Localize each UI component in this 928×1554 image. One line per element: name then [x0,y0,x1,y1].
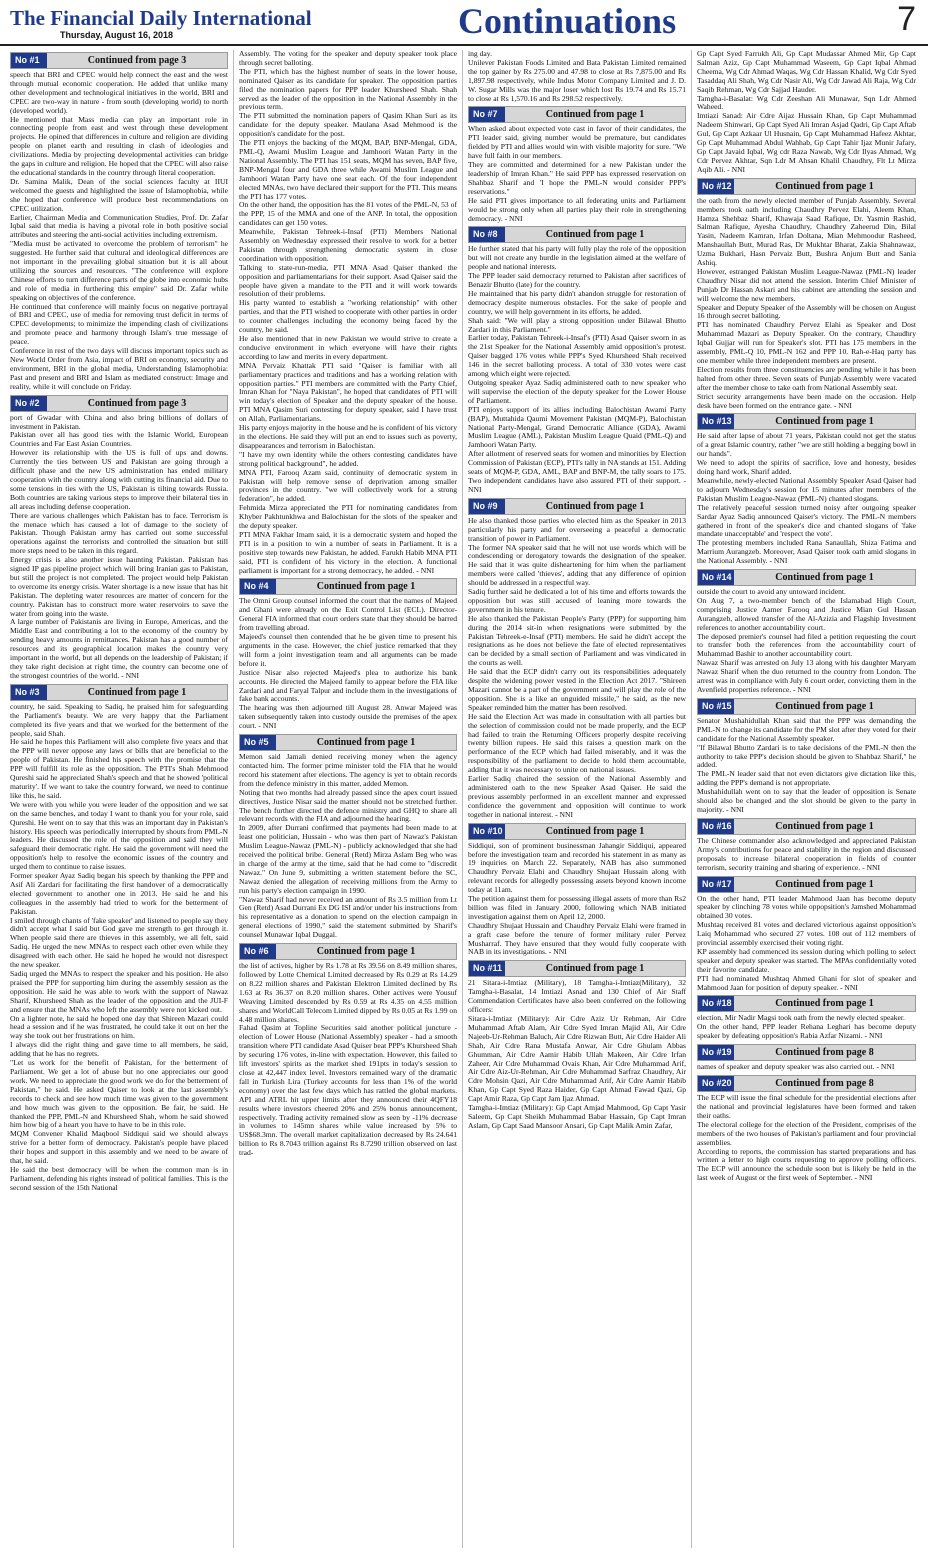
column-2 [234,50,463,1548]
continued-story [697,876,916,993]
continued-story [10,395,228,681]
story-number-badge: No #15 [698,699,734,714]
story-header [10,52,228,69]
story-body-text: port of Gwadar with China and also bring billions of dollars of investment in Pakistan. Pakistan over all has good ties with the Islamic World, European Countries and Far East Asian Countries. However its relationship with the US is full of ups and downs. Currently the ties between US and Pakistan are going through a difficult phase and the new US administration has ended military cooperation with the country along with cutting its financial aid. Due to some tensions in ties with the US, Pakistan is tilting towards Russia. Both countries are taking various steps to improve their bilateral ties in all areas including defense cooperation. There are various challenges which Pakistan has to face. Terrorism is the menace which has caused a lot of damage to the society of Pakistan. Though Pakistan army has carried out some successful operations against the terrorists and controlled the situation but still more steps need to be taken in this regard. Energy crisis is also another issue haunting Pakistan. Pakistan has signed IP gas pipeline project which will bring Iranian gas to Pakistan, but still the project is not completed. The project would help Pakistan to overcome its energy crisis. Water shortage is a new issue that has hit Pakistan. The depleting water resources are matter of concern for the country. Pakistan has to construct more water reservoirs to save the water from going into the waste. A large number of Pakistanis are living in Europe, Americas, and the Middle East and contributing a lot to the economy of the country by sending heavy amounts in remittances. Pakistan has a good number of resources and its geographical location makes the country very important in the world, but all depends on the leadership of Pakistan; if they take right decision at right time, the country can become one of the strongest countries of the world. - NNI [10,412,228,680]
story-body-text: ing day. Unilever Pakistan Foods Limited and Bata Pakistan Limited remained the top gainer by Rs 275.00 and 47.98 to close at Rs 7,875.00 and Rs 1,897.98 respectively, while Indus Motor Company Limited and J. D. W. Sugar Mills was the major loser which lost Rs 19.74 and Rs 15.71 to close at Rs 1,570.16 and Rs 298.52 respectively. [468,50,686,103]
continued-story [697,818,916,873]
continued-story [468,823,686,958]
story-number-badge: No #7 [469,107,505,122]
continued-story [697,50,916,175]
continued-story [468,50,686,103]
story-body-text: speech that BRI and CPEC would help connect the east and the west through mutual economic cooperation. He added that unlike many other development and technological initiatives in the world, BRI and CPEC are two-way in nature - from south (developing world) to north (developed world). He mentioned that Mass media can play an important role in connecting people from east and west through these development projects. He opined that differences in culture and religion are dividing people on planet earth and resulting in clash of ideologies and civilizations. Media by projecting developmental activities can bridge the gaps in culture and religion. He hoped that the CPEC will also raise the educational standards in the country through literal cooperation. Dr. Samina Malik, Dean of the social sciences faculty at IIUI welcomed the guests and highlighted the issue of Islamophobia, while she hoped that conference will produce best recommendations on CPEC utilization. Earlier, Chairman Media and Communication Studies, Prof. Dr. Zafar Iqbal said that media is having a pivotal role in both positive social attributes and steering the anti-social activities including extremism. "Media must be activated to overcome the problem of terrorism" he suggested. He further said that cultural and ideological differences are not important in the prevailing global situation but it is all about utilizing the sources and resources. "The conference will explore Chinese efforts to turn difference parts of the globe into economic hubs and role of media in furthering this empire" said Dr. Zafar while speaking on objectives of the conference. He continued that conference will mainly focus on negative portrayal of BRI and CPEC, use of media for removing trust deficit in terms of CPEC developments; to minimize the impending clash of civilizations and promote peace and harmony through Islam's true message of peace. Conference in rest of the two days will discuss important topics such as New World Order from Asia, impact of BRI on economy, security and environment, BRI in the global media, Understanding Islamophobia: Past and present and BRI and Islam as mediated construct: Image and reality, while it will conclude on Friday. [10,70,228,391]
story-body-text: The ECP will issue the final schedule for the presidential elections after the national and provincial legislatures have been formed and taken their oaths. The electoral college for the election of the President, comprises of the members of the two houses of Pakistan's parliament and four provincial assemblies. According to reports, the commission has started preparations and has written a letter to high courts requesting to approve polling officers. The ECP will announce the schedule soon but is likely be held in the last week of August or the first week of September. - NNI [697,1093,916,1183]
continued-from-label: Continued from page 1 [545,229,645,241]
column-3 [463,50,692,1548]
section-title: Continuations [458,1,677,41]
story-number-badge: No #6 [240,944,276,959]
continued-from-label: Continued from page 1 [775,180,874,192]
story-body-text: election, Mir Nadir Magsi took oath from the newly elected speaker. On the other hand, PPP leader Rehana Leghari has become deputy speaker by defeating opposition's Rabia Azfar Nizami. - NNI [697,1013,916,1041]
story-number-badge: No #13 [698,414,734,429]
masthead [0,0,928,46]
story-body-text: Gp Capt Syed Farrukh Ali, Gp Capt Mudassar Ahmed Mir, Gp Capt Salman Aziz, Gp Capt Muhammad Waseem, Gp Capt Iqbal Ahmad Cheema, Wg Cdr Ahmad Waqas, Wg Cdr Hassan Khalid, Wg Cdr Syed Tasaddaq Ali Shah, Wg Cdr Nasir Ali, Wg Cdr Jawad Ali Raja, Wg Cdr Saqib Rehman, Wg Cdr Sajjad Hauder. Tamgha-i-Basalat: Wg Cdr Zeeshan Ali Munawar, Sqn Ldr Ahmed Waheed. Imtiazi Sanad: Air Cdre Aijaz Hussain Khan, Gp Capt Muhammad Nadeem Shinwari, Gp Capt Syed Ali Imran Asjad Qadri, Gp Capt Aftab Gul, Gp Capt Azkaar Ul Husnain, Gp Capt Muhammad Hafeez Akhtar, Gp Capt Muhammad Abdul Wahhab, Gp Capt Tahir Ijaz Munir Jafary, Gp Capt Javaid Iqbal, Wg cdr Raza Nawab, Wg Cdr Ilyas Ahmad, Wg Cdr Pervez Akhtar, Sqn Ldr M Ahsan Khalil Chaudhry, Flt Lt Mirza Aqib Ali. - NNI [697,50,916,174]
story-header [697,178,916,195]
column-1 [5,50,234,1548]
continued-from-label: Continued from page 1 [775,820,874,832]
continued-from-label: Continued from page 1 [775,878,874,890]
story-header [697,698,916,715]
continued-from-label: Continued from page 1 [775,998,874,1010]
story-number-badge: No #16 [698,819,734,834]
story-body-text: He further stated that his party will fully play the role of the opposition but will not create any hurdle in the legislation aimed at the welfare of people and national interests. The PPP leader said democracy returned to Pakistan after sacrifices of Benazir Bhutto (late) for the country. He maintained that his party didn't abandon struggle for restoration of democracy despite numerous obstacles. For the sake of people and country, we will help government in its efforts, he added. Shah said: "We will play a strong opposition under Bilawal Bhutto Zardari in this Parliament." Earlier today, Pakistan Tehreek-i-Insaf's (PTI) Asad Qaiser sworn in as the 21st Speaker for the National Assembly amid opposition's protest. Qaiser bagged 176 votes while PPP's Syed Khursheed Shah received 146 in the secret balloting process. A total of 330 votes were cast among which eight were rejected. Outgoing speaker Ayaz Sadiq administered oath to new speaker who will supervise the election of the deputy speaker for the Lower House of Parliament. PTI enjoys support of its allies including Balochistan Awami Party (BAP), Muttahida Qaumi Movement Pakistan (MQM-P), Balochistan National Party-Mengal, Grand Democratic Alliance (GDA), Awami Muslim League (AML), Pakistan Muslim League Quaid (PML-Q) and Jamhoori Watan Party. After allotment of reserved seats for women and minorities by Election Commission of Pakistan (ECP), PTI's tally in NA stands at 151. Adding seats of MQM-P, GDA, AML, BAP and BNP-M, the tally soars to 175. Two independent candidates have also assured PTI of their support. - NNI [468,244,687,494]
story-body-text: The Omni Group counsel informed the court that the names of Majeed and Ghani were already on the Exit Control List (ECL). Director-General FIA informed that court orders state that they should be barred from travelling abroad. Majeed's counsel then contended that he be given time to present his arguments in the case. However, the chief justice remarked that they will form a joint investigation team and all arguments can be made before it. Justice Nisar also rejected Majeed's plea to authorize his bank accounts. He directed the Majeed family to appear before the FIA like Zardari and and Faryal Talpur and include them in the investigations of fake bank accounts. The hearing was then adjourned till August 28. Anwar Majeed was taken subsequently taken into custody outside the premises of the apex court. - NNI [239,596,457,731]
continued-story [468,226,686,494]
story-number-badge: No #2 [11,396,47,411]
continued-from-label: Continued from page 1 [316,737,416,749]
continued-story [468,106,686,223]
story-body-text: Senator Mushahidullah Khan said that the PPP was demanding the PML-N to change its candidate for the PM slot after they voted for their candidate for the National Assembly speaker. "If Bilawal Bhutto Zardari is to take decisions of the PML-N then the authority to take PPP's decision should be given to Shahbaz Sharif," he added. The PML-N leader said that not even dictators give dictation like this, adding the PPP's demand is not appropriate. Mushahidullah went on to say that the leader of opposition is Senate should also be changed and the slot should be given to the party in majority. - NNI [697,715,916,814]
continued-story [10,52,228,392]
continued-story [239,943,457,1158]
story-number-badge: No #8 [469,227,505,242]
story-body-text: the oath from the newly elected member of Punjab Assembly. Several members took oath including Chaudhry Pervez Elahi, Aleem Khan, Hamza Shehbaz Sharif, Khawaja Saad Rafique, Dr. Yasmin Rashid, Salman Rafique, Ayesha Chaudhry, Chaudhry Zaheerud Din, Bilal Yasin, Nadeem Kamran, Irfan Doltana, Mian Mehmoodur Rasheed, Manshaullah Butt, Murad Ras, Dr Mukhtar Bharat, Zakia Shahnawaz, Uzma Bukhari, Hasn Pervaiz Butt, Bushra Anjum Butt and Sania Ashiq. However, estranged Pakistan Muslim League-Nawaz (PML-N) leader Chaudhry Nisar did not attend the session. Interim Chief Minister of Punjab Dr Hassan Askari and his cabinet are attending the session and will welcome the new members. Speaker and Deputy Speaker of the Assembly will be chosen on August 16 through secret balloting. PTI has nominated Chaudhry Pervez Elahi as Speaker and Dost Muhammad Mazari as Deputy Speaker. On the contrary, Chaudhry Iqbal Gujjar will run for Speaker's slot. PTI has 175 members in the assembly, PML-Q 10, PML-N 162 and PPP 10. Rah-e-Haq party has one member while three independent members are present. Election results from three constituencies are pending while it has been halted from other three. Seven seats of Punjab Assembly were vacated after the member chose to take oath from National Assembly seat. Strict security arrangements have been made on the occasion. Help desk have been formed on the entrance gate. - NNI [697,195,916,410]
story-header [10,395,228,412]
story-header [239,578,457,595]
continued-from-label: Continued from page 3 [87,397,187,409]
story-header [697,1044,916,1061]
continued-story [239,50,457,575]
continued-story [697,569,916,695]
issue-date: Thursday, August 16, 2018 [60,30,174,40]
story-number-badge: No #4 [240,579,276,594]
story-body-text: Assembly. The voting for the speaker and deputy speaker took place through secret balloting. The PTI, which has the highest number of seats in the lower house, nominated Qaiser as its candidate for speaker. The opposition parties filed the nomination papers for PPP leader Khursheed Shah. Shah served as the leader of the opposition in the National Assembly in the previous term. The PTI submitted the nomination papers of Qasim Khan Suri as its candidate for the deputy speaker. Maulana Asad Mehmood is the opposition's candidate for the post. The PTI enjoys the backing of the MQM, BAP, BNP-Mengal, GDA, PML-Q, Awami Muslim League and Jamhoori Watan Party in the National Assembly. The PTI has 151 seats, MQM has seven, BAP five, BNP-Mengal four and GDA three while Awami Muslim League and Jamhoori Watan Party have one seat each. Of the four independent elected MNAs, two have declared their support for the PTI. This means the PTI has 177 votes. On the other hand, the opposition has the 81 votes of the PML-N, 53 of the PPP, 15 of the MMA and one of the ANP. In total, the opposition candidates can get 150 votes. Meanwhile, Pakistan Tehreek-i-Insaf (PTI) Members National Assembly on Wednesday expressed their resolve to work for a better Pakistan through strengthening democratic system in close coordination with opposition. Talking to state-run-media, PTI MNA Asad Qaiser thanked the opposition and parliamentarians for their support. Asad Qaiser said the people have given a mandate to the PTI and it will work towards resolution of their problems. His party wanted to establish a "working relationship" with other parties, and that the PTI wished to cooperate with other parties in order to counter challenges including the economy being faced by the country, he said. He also mentioned that in new Pakistan we would strive to create a conducive environment in which everyone will have their rights according to law and merits in every department. MNA Pervaiz Khattak PTI said "Qaiser is familiar with all parliamentary practices and traditions and has a working relation with opposition parties." PTI members are committed with the Party Chief, Imran Khan for "Naya Pakistan", he hoped that candidates of PTI will win today's election of Speaker and the deputy speaker of the house. PTI MNA Qasim Suri contesting for deputy speaker, said I have trust on Allah, Parliamentarians. His party enjoys majority in the house and he is confident of his victory in the elections. He said they will put an end to issues such as poverty, disappearances and terrorism in Balochistan. "I have my own identity while the others contesting candidates have strong political background", he added. MNA PTI, Farooq Azam said, continuity of democratic system in Pakistan will help remove sense of deprivation among smaller provinces in the country. "we will collectively work for a strong federation", he added. Fehmida Mirza appreciated the PTI for nominating candidates from Khyber Pakhtunkhwa and Balochistan for the slots of the speaker and the deputy speaker. PTI MNA Fakhar Imam said, it is a democratic system and hoped the PTI is in a position to win a number of seats in Parliament. It is a positive step towards new Pakistan, he added. Farukh Habib MNA PTI said, PTI is confident of his victory in the election. A functional parliament is important for a strong democracy, he added. - NNI [239,50,457,575]
story-number-badge: No #10 [469,824,505,839]
continued-from-label: Continued from page 1 [316,946,416,958]
continued-from-label: Continued from page 1 [775,700,874,712]
story-header [697,876,916,893]
continued-from-label: Continued from page 1 [545,500,645,512]
story-number-badge: No #5 [240,735,276,750]
story-number-badge: No #9 [469,499,505,514]
story-body-text: country, he said. Speaking to Sadiq, he praised him for safeguarding the Parliament's beauty. We are very happy that the Parliament completed its five years and that we worked for the betterment of the people, said Shah. He said he hopes this Parliament will also complete five years and that the PPP will never oppose any laws or bills that are beneficial to the people of Pakistan. He finished his speech with the promise that the PPP will fulfill its role as the opposition. The PTI's Shah Mehmood Qureshi said he appreciated Shah's speech and that he showed 'political maturity'. If we want to take the country forward, we need to continue like this, he said. We were with you while you were leader of the opposition and we sat on the same benches, and today I want to thank you for your role, said Qureshi. He went on to say that this was an important day in Pakistan's history. His speech was periodically interrupted by shouts from PML-N leaders. He discussed the role of the opposition and said they will safeguard their democratic right. He said the government will need the opposition's help to resolve the economic issues of the country and urged them to continue to raise issues. Former speaker Ayaz Sadiq began his speech by thanking the PPP and Asif Ali Zardari for facilitating the first handover of a democratically elected government to another one in 2013. He said he and his colleagues in the assembly had tried to work for the betterment of Pakistan. I smiled through chants of 'fake speaker' and listened to people say they didn't accept what I said but God gave me strength to get through it. When people said there are thieves in this assembly, we all felt, said Sadiq. He urged the new MNAs to respect each other even while they disagreed with each other. He said he hoped he would not disrespect the new speaker. Sadiq urged the MNAs to respect the speaker and his position. He also praised the PPP for supporting him during the assembly session as the opposition. He said he was able to work with the support of Nawaz Sharif, Khursheed Shah as the leader of the opposition and the JUI-F and ensure that the MNAs who left the assembly were not kicked out. On a lighter note, he said he hoped one day that Shireen Mazari could head a session and if he was frustrated, he could take it out on her the way she took out her frustrations on him. I always did the right thing and gave time to all members, he said, adding that he has no regrets. "Let us work for the benefit of Pakistan, for the betterment of Parliament. We get a lot of abuse but no one appreciates our good work. We need to appreciate the good work we do for the betterment of Pakistan," he said. He asked Qaiser to look at the last assembly's records to check and see how much time was given to the government and how much was given to the opposition. Be fair, he said. He thanked the PPP, PML-N and Khursheed Shah, whom he said showed him how big of a heart you have to have to be in this role. MQM Convener Khalid Maqbool Siddiqui said we should always strive for a better form of democracy. Pakistan's people have placed their hopes and support in this assembly and we need to be aware of that, he said. He said the best democracy will be when the common man is in Parliament, defending his rights instead of political families. This is the second session of the 15th National [10,701,228,1192]
story-number-badge: No #11 [469,961,505,976]
story-body-text: 21 Sitara-i-Imtiaz (Military), 18 Tamgha-i-Imtiaz(Military), 32 Tamgha-i-Basalat, 14 Imtiazi Asnad and 130 Chief of Air Staff Commendation Certificates have also been conferred on the following officers: Sitara-i-Imtiaz (Military): Air Cdre Aziz Ur Rehman, Air Cdre Muhammad Aftab Alam, Air Cdre Syed Imran Majid Ali, Air Cdre Najeeb-Ur-Rehman Baluch, Air Cdre Rizwan Butt, Air Cdre Haider Ali Shah, Air Cdre Rana Mustafa Anwar, Air Cdre Ghulam Abbas Ghumman, Air Cdre Aamir Habib Ullah Makeen, Air Cdre Irfan Zaheer, Air Cdre Muhammad Ovais Khan, Air Cdre Muhammad Arif, Air Cdre Aiz-Ur-Rehman, Air Cdre Muhammad Sarfraz Chaudhry, Air Cdre Mohsin Qazi, Air Cdre Muhammad Arif, Air Cdre Aamir Habib Khan, Gp Capt Syed Raza Haider, Gp Capt Ahmad Fawad Qazi, Gp Capt Amir Raza, Gp Capt Jam Ijaz Ahmad. Tamgha-i-Imtiaz (Military): Gp Capt Amjad Mahmood, Gp Capt Yasir Saleem, Gp Capt Sheikh Muhammad Babar Hassain, Gp Capt Imran Aslam, Gp Capt Saad Mansoor Ansari, Gp Capt Malik Amin Zafar, [468,978,686,1130]
story-body-text: He said after lapse of about 71 years, Pakistan could not get the status of a great Islamic country, rather "we are still holding a begging bowl in our hands". We need to adopt the spirits of sacrifice, love and honesty, besides doing hard work, Sharif added. Meanwhile, newly-elected National Assembly Speaker Asad Qaiser had to adjourn Wednesday's session for 15 minutes after members of the Pakistan Muslim League-Nawaz (PML-N) chanted slogans. The relatively peaceful session turned noisy after outgoing speaker Sardar Ayaz Sadiq announced Qaiser's victory. The PML-N members gathered in front of the speaker's dice and chanted slogans of 'fake mandate unacceptable' and 'respect the vote'. The protesting members included Rana Sanaullah, Shiza Fatima and Marrium Aurangzeb. Moreover, Asad Qaiser took oath amid slogans in the National Assembly. - NNI [697,431,916,566]
story-body-text: When asked about expected vote cast in favor of their candidates, the PTI leader said, giving number would be premature, but candidates fielded by PTI and allies would win with visible majority for sure. "We have full faith in our members. They are committed and determined for a new Pakistan under the leadership of Imran Khan." He said PPP has expressed reservation on Shahbaz Sharif and 'I hope the PML-N would consider PPP's reservations." He said PTI gives importance to all federating units and Parliament would be strong only when all parties play their role in strengthening democracy. - NNI [468,124,686,223]
continued-story [697,1044,916,1072]
continued-from-label: Continued from page 1 [775,572,874,584]
story-number-badge: No #19 [698,1045,734,1060]
story-header [468,226,686,243]
story-header [697,569,916,586]
story-number-badge: No #14 [698,570,734,585]
continued-from-label: Continued from page 1 [316,581,416,593]
story-header [468,823,686,840]
page-number: 7 [897,0,916,38]
continued-story [239,734,457,940]
continued-story [239,578,457,731]
story-body-text: The Chinese commander also acknowledged and appreciated Pakistan Army's contributions for peace and stability in the region and discussed proposals to increase bilateral cooperation in fields of counter terrorism, security training and sharing of experience. - NNI [697,835,916,872]
continued-story [697,1075,916,1183]
newspaper-name: The Financial Daily International [10,6,312,30]
story-header [468,106,686,123]
continued-from-label: Continued from page 1 [545,109,645,121]
continued-story [468,960,686,1130]
story-body-text: On the other hand, PTI leader Mahmood Jaan has become deputy speaker by clinching 78 votes while oppopsition's Jamshed Mohammad obtained 30 votes. Mushtaq received 81 votes and declared victorious against opposition's Laiq Mohammad who secured 27 votes. 108 out of 112 members of provincial assembly exercised their voting right. KP assembly had commenced its session during which polling to select speaker and deputy speaker was started. The MPAs confidentially voted their favorite candidate. PTI had nominated Mushtaq Ahmed Ghani for slot of speaker and Mahmood Jaan for position of deputy speaker. - NNI [697,893,916,992]
continued-story [697,413,916,566]
story-number-badge: No #20 [698,1076,734,1091]
story-header [697,413,916,430]
story-header [468,498,686,515]
story-header [697,818,916,835]
continued-from-label: Continued from page 8 [775,1047,874,1059]
continued-story [697,178,916,411]
story-body-text: outside the court to avoid any untoward incident. On Aug 7, a two-member bench of the Islamabad High Court, comprising Justice Aamer Farooq and Justice Mian Gul Hassan Aurangzeb, allowed transfer of the Al-Azizia and Flagship Investment references to another accountability court. The deposed premier's counsel had filed a petition requesting the court to transfer both the references from the accountability court of Muhammad Bashir to another accountability court. Nawaz Sharif was arrested on July 13 along with his daughter Maryam Nawaz Sharif when the duo returned to the country from London. The arrest was in compliance with July 6 court order, convicting them in the Avenfield properties reference. - NNI [697,587,916,694]
story-body-text: the list of actives, higher by Rs 1.78 at Rs 39.56 on 8.49 million shares, followed by Lotte Chemical Limited decreased by Rs 0.29 at Rs 14.29 on 8.22 million shares and Pakistan Elektron Limited declined by Rs 1.63 at Rs 36.37 on 8.20 million shares. Other actives were Yousuf Weaving Limited descended by Rs 0.59 at Rs 4.35 on 4.55 million shares and WorldCall Telecom Limited dipped by Rs 0.05 at Rs 1.99 on 4.48 million shares. Fahad Qasim at Topline Securities said another political juncture - election of Lower House (National Assembly) speaker - had a smooth transition where PTI candidate Asad Quiser beat PPP's Khursheed Shah by securing 176 votes, in-line with expectation. However, this failed to lift investors' spirits as the market shed 191pts in today's session to close at 42,447 index level. Investors remained wary of the dramatic fall in Turkish Lira (Turkey accounts for less than 1% of the world economy) over the last few days which has rattled the global markets. API and ATRL hit upper limits after they announced their 4QFY18 results where investors cheered 20% and 25% bonus announcement, respectively. Trading activity remained slow as seen by -11% decrease in volumes to 145mn shares while value increased by 5% to US$68.3mn. The overall market capitalization decreased by Rs 24.641 billion to Rs 8.7043 trillion against Rs 8.7290 trillion observed on last trad- [239,961,457,1158]
story-body-text: Memon said Jamali denied receiving money when the agency contacted him. The former prime minister told the FIA that he would record his statement after elections. The agency is yet to obtain records from the defence ministry in this matter, added Memon. Noting that two months had already passed since the apex court issued directives, Justice Nisar said the matter should not be stretched further. The bench further directed the defence ministry and GHQ to share all relevant records with the FIA and adjourned the hearing. In 2009, after Durrani confirmed that payments had been made to at least one politician, Hussain - who was then part of Nawaz's Pakistan Muslim League-Nawaz (PML-N) - publicly acknowledged that she had received the political bribe. General (Retd) Mirza Aslam Beg who was in charge of the army at the time, said that he had come to "discredit Nawaz." On June 9, submitting a written statement before the SC, Nawaz denied the allegation of receiving millions from the Army to run his party's election campaign in 1990. "Nawaz Sharif had never received an amount of Rs 3.5 million from Lt Gen (Retd) Asad Durrani Ex DG ISI and/or under his instructions from his representative as a donation to spend on the election campaign in general elections of 1990," said the statement submitted by Sharif's counsel Munawar Iqbal Duggal. [239,752,457,940]
continued-from-label: Continued from page 8 [775,1078,874,1090]
continued-from-label: Continued from page 1 [545,963,645,975]
continued-from-label: Continued from page 1 [775,416,874,428]
story-body-text: Siddiqui, son of prominent businessman Jahangir Siddiqui, appeared before the investigation team and recorded his statement in as many as 19 inquiries on March 22. Separately, NAB has also summoned Chaudhry Pervaiz Elahi and Chaudhry Shujaat Hussain along with relevant records for allegedly possessing assets beyond known income today at 11am. The petition against them for possessing illegal assets of more than Rs2 billion was filed in January 2000, following which NAB initiated investigation against them on April 12, 2000. Chaudhry Shujaat Hussain and Chaudhry Pervaiz Elahi were framed in a graft case before the tenure of former military ruler Pervez Musharraf. They have ensured that they would fully cooperate with NAB in its investigations. - NNI [468,840,686,957]
story-number-badge: No #3 [11,685,47,700]
continued-from-label: Continued from page 1 [87,686,187,698]
story-body-text: He also thanked those parties who elected him as the Speaker in 2013 particularly his party and for overseeing a peaceful a democratic transition of power in Parliament. The former NA speaker said that he will not use words which will be condescending or derogatory towards the designation of the speaker. He said that it was quite disheartening for him when the parliament members were called 'thieves', adding that any difference of opinion should be addressed in a respectful way. Sadiq further said he dedicated a lot of his time and efforts towards the opposition but was still accused of leaning more towards the government in his tenure. He also thanked the Pakistan People's Party (PPP) for supporting him during the 2014 sit-in when resignations were submitted by the Pakistan Tehreek-e-Insaf (PTI) members. He said he didn't accept the resignations as he does not believe the fate of elected representatives can be decided by a small section of Parliament and was vindicated in the courts as well. He said that the ECP didn't carry out its responsibilities adequately despite the widening power vested in the Election Act 2017. "Shireen Mazari cannot be a part of the government and will play the role of the opposition. She is a like an unguided missile," he said, as the new Speaker reminded him the matter has been resolved. He said the Election Act was made in consultation with all parties but the selection of commission could not be made properly, and the ECP had failed to train the Returning Officers properly despite receiving twenty billion rupees. He said this raises a question mark on the performance of the ECP which had failed miserably, and it was the responsibility of the parliament to decide to hold them accountable, adding that it was necessary to unite on national issues. Earlier Sadiq chaired the session of the National Assembly and administered oath to the new Speaker Asad Qaiser. He said the previous assembly performed in an excellent manner and expressed confidence the government and opposition will continue to work together in national interest. - NNI [468,515,686,819]
continued-from-label: Continued from page 1 [545,825,645,837]
story-header [239,943,457,960]
story-header [697,1075,916,1092]
story-header [239,734,457,751]
story-number-badge: No #18 [698,996,734,1011]
story-header [468,960,686,977]
story-number-badge: No #1 [11,53,47,68]
column-4 [692,50,921,1548]
story-number-badge: No #12 [698,179,734,194]
continued-story [697,698,916,815]
continued-story [697,995,916,1041]
continued-story [468,498,686,820]
story-header [10,684,228,701]
article-columns [5,50,923,1548]
story-number-badge: No #17 [698,877,734,892]
continued-story [10,684,228,1193]
story-body-text: names of speaker and deputy speaker was also carried out. - NNI [697,1062,895,1072]
continued-from-label: Continued from page 3 [87,55,187,66]
story-header [697,995,916,1012]
